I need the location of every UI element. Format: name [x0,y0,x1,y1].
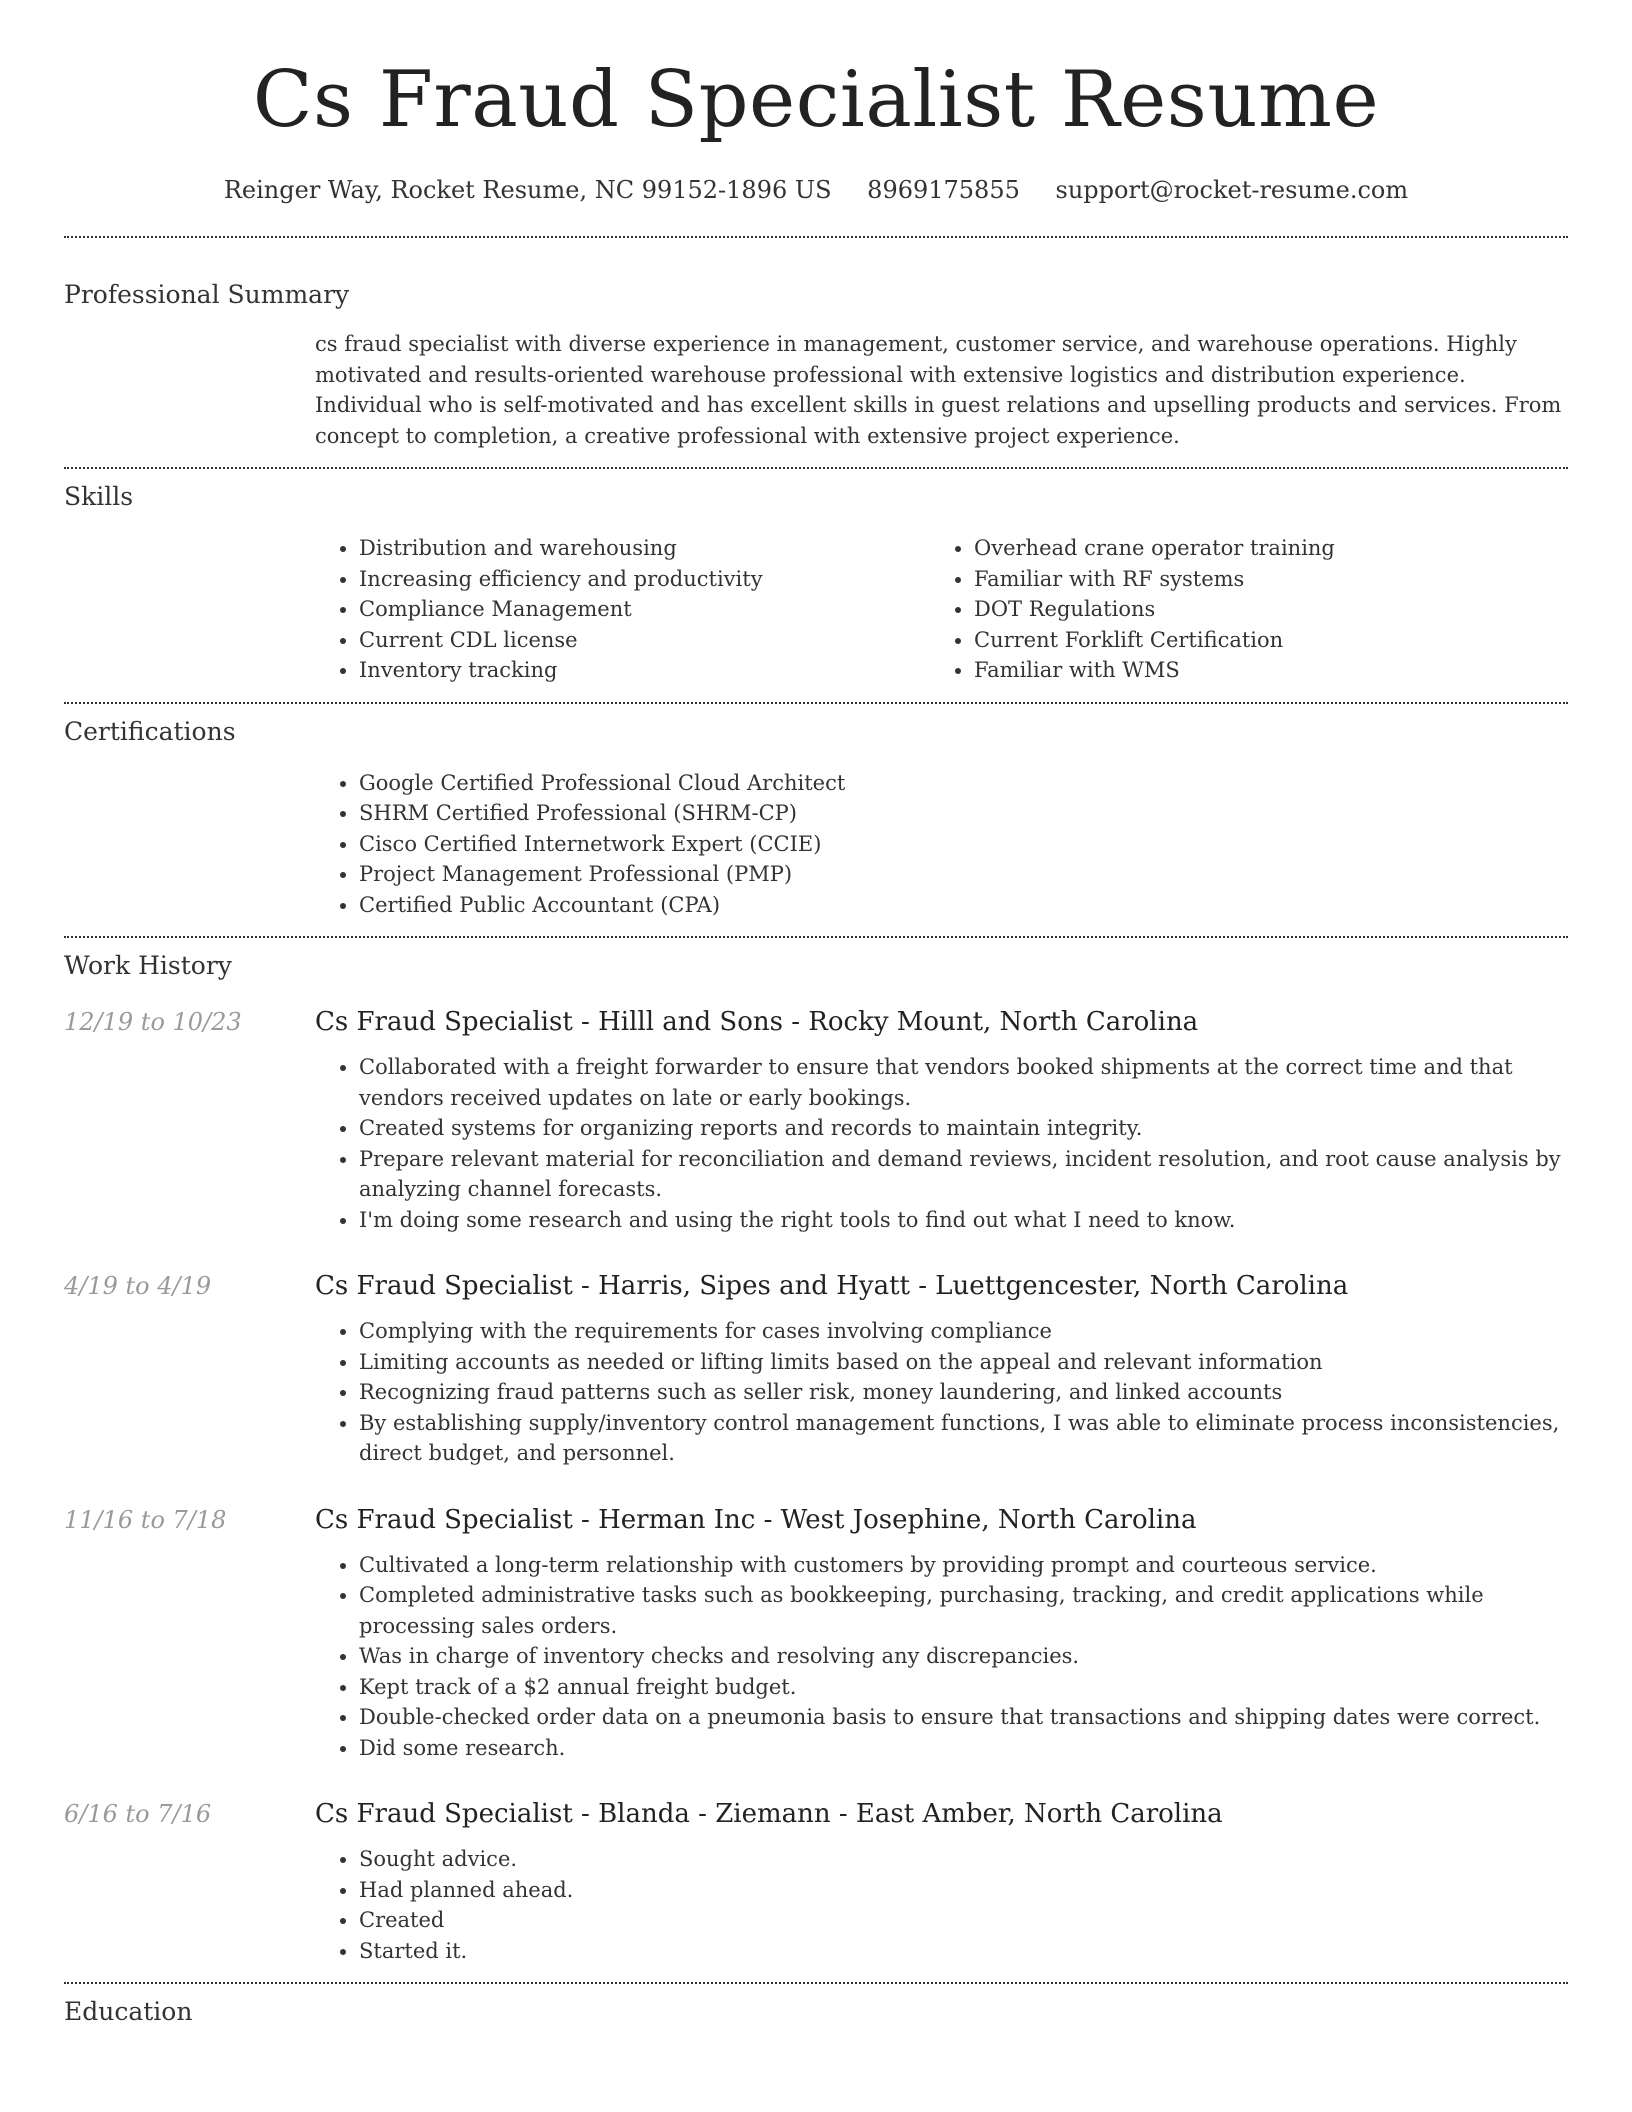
skill-item: • Current CDL license [359,625,930,656]
skills-column-right [930,533,1545,686]
certification-item: • Project Management Professional (PMP) [359,859,1568,890]
section-skills [64,469,1568,686]
skill-item: • Compliance Management [359,594,930,625]
job-bullets [315,1550,1568,1764]
job-bullet: • Prepare relevant material for reconciliation and demand reviews, incident resolution, and root cause analysis by analyzing channel forecasts. [359,1144,1568,1205]
job-bullets [315,1316,1568,1469]
certification-item: • Google Certified Professional Cloud Architect [359,768,1568,799]
contact-email: support@rocket-resume.com [1055,176,1409,204]
skill-item: • Inventory tracking [359,655,930,686]
certification-item: • Certified Public Accountant (CPA) [359,890,1568,921]
job-entry [64,1503,1568,1764]
skill-item: • Overhead crane operator training [974,533,1545,564]
job-bullet: • Recognizing fraud patterns such as seller risk, money laundering, and linked accounts [359,1377,1568,1408]
section-title-certifications: Certifications [64,716,236,746]
job-bullet: • Collaborated with a freight forwarder to ensure that vendors booked shipments at the correct time and that vendors received updates on late or early bookings. [359,1052,1568,1113]
job-title: Cs Fraud Specialist - Blanda - Ziemann - East Amber, North Carolina [315,1799,1223,1829]
job-bullet: • Created [359,1905,1568,1936]
job-entry [64,1797,1568,1966]
contact-phone: 8969175855 [867,176,1020,204]
skills-column-left [315,533,930,686]
skill-item: • Distribution and warehousing [359,533,930,564]
section-work-history [64,938,1568,1966]
job-bullet: • Created systems for organizing reports and records to maintain integrity. [359,1113,1568,1144]
contact-address: Reinger Way, Rocket Resume, NC 99152-1896 US [223,176,832,204]
job-bullets [315,1052,1568,1235]
job-entry [64,1005,1568,1235]
certifications-list [315,768,1568,921]
job-bullet: • Started it. [359,1936,1568,1967]
job-bullet: • Completed administrative tasks such as bookkeeping, purchasing, tracking, and credit applications while processing sales orders. [359,1580,1568,1641]
skill-item: • DOT Regulations [974,594,1545,625]
section-summary [64,238,1568,451]
job-bullet: • I'm doing some research and using the right tools to find out what I need to know. [359,1205,1568,1236]
section-title-education: Education [64,1997,193,2026]
job-bullet: • Kept track of a $2 annual freight budget. [359,1672,1568,1703]
job-title: Cs Fraud Specialist - Herman Inc - West Josephine, North Carolina [315,1504,1197,1535]
job-bullet: • Sought advice. [359,1844,1568,1875]
job-entry [64,1269,1568,1469]
job-title: Cs Fraud Specialist - Harris, Sipes and Hyatt - Luettgencester, North Carolina [315,1271,1349,1301]
resume-title: Cs Fraud Specialist Resume [252,55,1380,145]
contact-line [64,174,1568,206]
section-title-skills: Skills [64,482,134,511]
skill-item: • Increasing efficiency and productivity [359,564,930,595]
resume-header [64,0,1568,206]
job-bullet: • Cultivated a long-term relationship with customers by providing prompt and courteous service. [359,1550,1568,1581]
section-certifications [64,704,1568,921]
job-bullet: • Did some research. [359,1733,1568,1764]
job-date: 12/19 to 10/23 [64,1008,242,1036]
skill-item: • Familiar with RF systems [974,564,1545,595]
job-bullet: • Complying with the requirements for cases involving compliance [359,1316,1568,1347]
section-title-summary: Professional Summary [64,280,350,309]
job-date: 4/19 to 4/19 [64,1272,212,1300]
job-bullet: • Was in charge of inventory checks and resolving any discrepancies. [359,1641,1568,1672]
skill-item: • Current Forklift Certification [974,625,1545,656]
certification-item: • Cisco Certified Internetwork Expert (CCIE) [359,829,1568,860]
skills-grid [315,533,1568,686]
job-bullet: • Limiting accounts as needed or lifting limits based on the appeal and relevant information [359,1347,1568,1378]
certification-item: • SHRM Certified Professional (SHRM-CP) [359,798,1568,829]
job-date: 11/16 to 7/18 [64,1505,227,1534]
resume-page [64,0,1568,2029]
section-education [64,1984,1568,2029]
job-bullets [315,1844,1568,1966]
job-title: Cs Fraud Specialist - Hilll and Sons - Rocky Mount, North Carolina [315,1007,1199,1037]
skill-item: • Familiar with WMS [974,655,1545,686]
job-bullet: • Had planned ahead. [359,1875,1568,1906]
section-title-work-history: Work History [64,951,232,980]
summary-text: cs fraud specialist with diverse experience in management, customer service, and warehouse operations. Highly motivated and results-oriented warehouse professional with extensive logistics and distribution experience. Individual who is self-motivated and has excellent skills in guest relations and upselling products and services. From concept to completion, a creative professional with extensive project experience. [315,332,1562,448]
job-date: 6/16 to 7/16 [64,1800,212,1828]
job-bullet: • By establishing supply/inventory control management functions, I was able to eliminate process inconsistencies, direct budget, and personnel. [359,1408,1568,1469]
job-bullet: • Double-checked order data on a pneumonia basis to ensure that transactions and shipping dates were correct. [359,1702,1568,1733]
